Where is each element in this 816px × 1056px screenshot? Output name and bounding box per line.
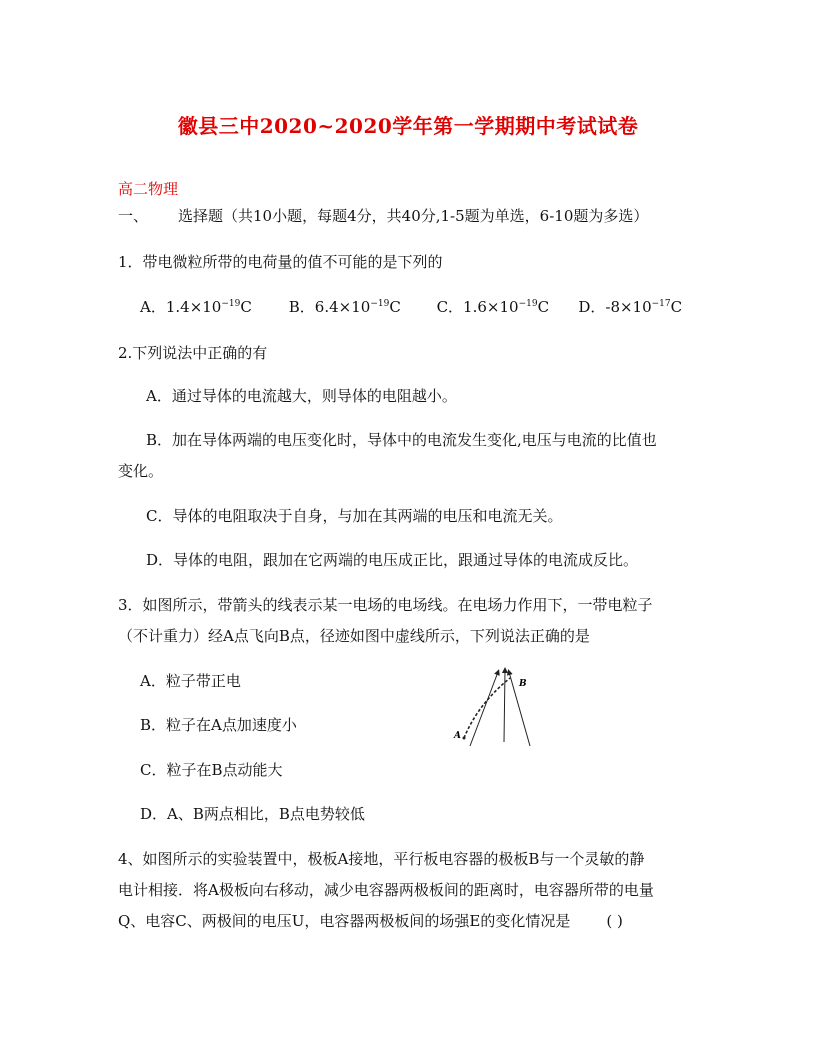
field-line-middle: [504, 670, 505, 742]
q2-option-b-line2: 变化。: [118, 462, 164, 480]
q3-option-c: C．粒子在B点动能大: [140, 761, 283, 779]
q4-stem-line3: Q、电容C、两极间的电压U，电容器两极板间的场强E的变化情况是 ( ): [118, 912, 623, 930]
section-number: 一、: [118, 207, 149, 225]
q3-stem-line2: （不计重力）经A点飞向B点，径迹如图中虚线所示，下列说法正确的是: [118, 627, 590, 645]
section-heading: [118, 205, 648, 226]
q2-option-c: C．导体的电阻取决于自身，与加在其两端的电压和电流无关。: [146, 507, 563, 525]
q3-option-a: A．粒子带正电: [140, 672, 241, 690]
field-line-left: [470, 672, 498, 746]
q2-option-d: D．导体的电阻，跟加在它两端的电压成正比，跟通过导体的电流成反比。: [146, 551, 639, 569]
subject-label: 高二物理: [118, 180, 179, 198]
electric-field-figure: [448, 662, 538, 752]
section-description: 选择题（共10小题，每题4分，共40分,1-5题为单选，6-10题为多选）: [178, 207, 649, 225]
q3-stem-line1: 3．如图所示，带箭头的线表示某一电场的电场线。在电场力作用下，一带电粒子: [118, 596, 653, 614]
q2-stem: 2.下列说法中正确的有: [118, 344, 268, 362]
q4-stem-line1: 4、如图所示的实验装置中，极板A接地，平行板电容器的极板B与一个灵敏的静: [118, 850, 645, 868]
q2-option-a: A．通过导体的电流越大，则导体的电阻越小。: [146, 387, 457, 405]
q1-option-c: C．$1.6\times 10^{-19}C$: [436, 298, 550, 316]
point-b-label: B: [519, 679, 527, 689]
answer-blank: ( ): [606, 912, 623, 930]
q1-option-d: D．$-8\times 10^{-17}C$: [578, 298, 683, 316]
q1-option-b: B．$6.4\times 10^{-19}C$: [288, 298, 401, 316]
q3-option-d: D．A、B两点相比，B点电势较低: [140, 805, 365, 823]
q3-option-b: B．粒子在A点加速度小: [140, 716, 297, 734]
point-a-label: A: [454, 731, 461, 741]
q1-option-a: A．$1.4\times 10^{-19}C$: [140, 298, 252, 316]
page-title: 徽县三中2020~2020学年第一学期期中考试试卷: [177, 114, 639, 138]
q1-options: [140, 296, 682, 317]
trajectory-dashed: [464, 678, 510, 738]
q2-option-b-line1: B．加在导体两端的电压变化时，导体中的电流发生变化,电压与电流的比值也: [146, 431, 657, 449]
q1-stem: 1．带电微粒所带的电荷量的值不可能的是下列的: [118, 253, 443, 271]
q4-stem-line2: 电计相接．将A极板向右移动，减少电容器两极板间的距离时，电容器所带的电量: [118, 881, 654, 899]
